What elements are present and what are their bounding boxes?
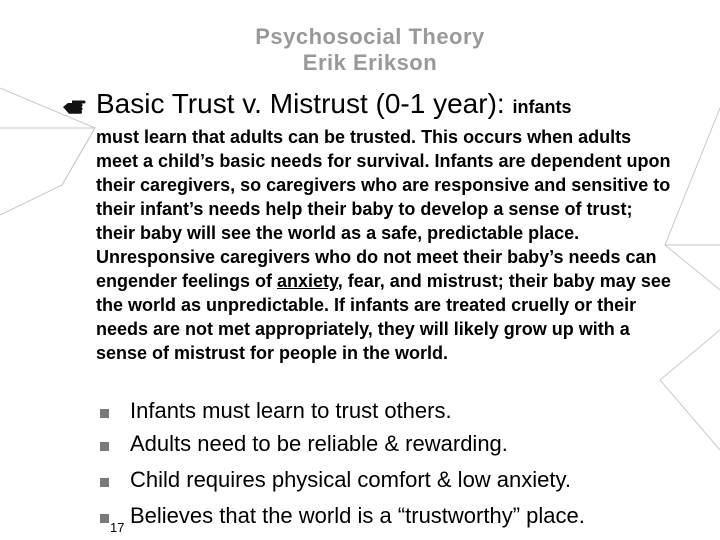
- list-item: [0, 501, 720, 537]
- list-item: [0, 429, 720, 465]
- body-text-part1: must learn that adults can be trusted. This occurs when adults meet a child’s basic needs for survival. Infants are dependent upon their caregivers, so caregivers who are responsive and sensitive to their infant’s needs help their baby to develop a sense of trust; their baby will see the world as a safe, predictable place. Unresponsive caregivers who do not meet their baby’s needs can engender feelings of: [96, 127, 671, 291]
- list-item-text: Adults need to be reliable & rewarding.: [130, 431, 508, 456]
- body-paragraph: [96, 125, 676, 365]
- section-heading: [96, 87, 571, 124]
- heading-main: Basic Trust v. Mistrust (0-1 year):: [96, 88, 505, 119]
- page-number: 17: [110, 520, 125, 535]
- slide-subtitle: Erik Erikson: [302, 50, 438, 75]
- list-item: [0, 396, 720, 432]
- list-item-text: Believes that the world is a “trustworthy” place.: [130, 503, 585, 528]
- anxiety-link[interactable]: anxiety: [277, 271, 338, 291]
- list-item-text: Infants must learn to trust others.: [130, 398, 452, 423]
- square-bullet-icon: [100, 409, 109, 418]
- square-bullet-icon: [100, 478, 109, 487]
- body-text-part2: , fear, and mistrust; their baby may see the world as unpredictable. If infants are treated cruelly or their needs are not met appropriately, they will likely grow up with a sense of mistrust for people in the world.: [96, 271, 671, 363]
- list-item-text: Child requires physical comfort & low anxiety.: [130, 467, 571, 492]
- slide-title: Psychosocial Theory: [255, 24, 485, 49]
- square-bullet-icon: [100, 442, 109, 451]
- square-bullet-icon: [100, 514, 109, 523]
- heading-lead: infants: [512, 97, 572, 117]
- list-item: [0, 465, 720, 501]
- pointing-hand-icon: [62, 98, 86, 116]
